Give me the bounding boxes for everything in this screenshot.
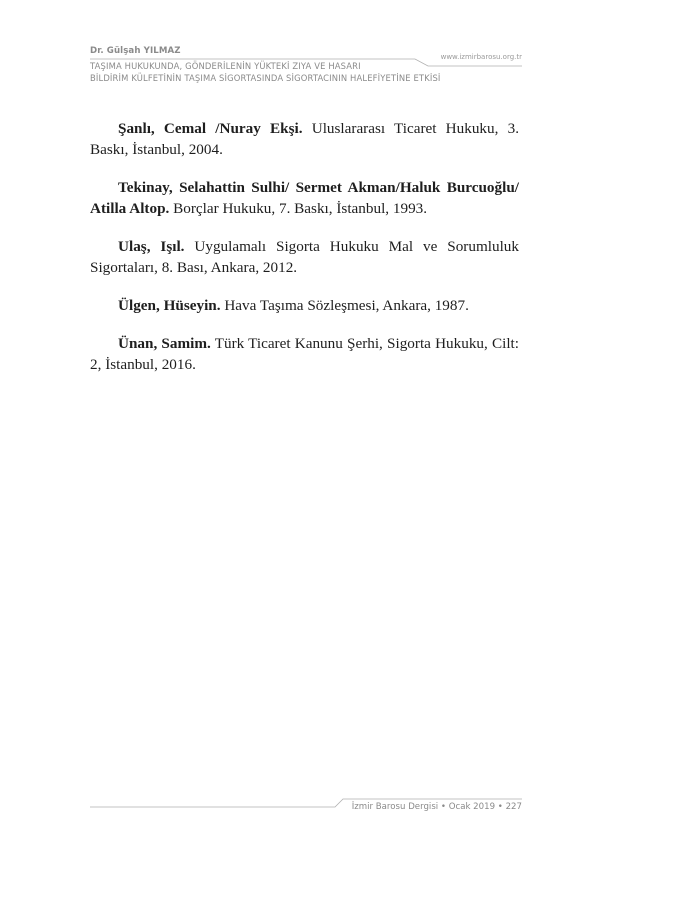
bibliography-entry <box>90 333 519 375</box>
bibliography-entry <box>90 177 519 219</box>
footer-journal-info <box>352 802 522 812</box>
entry-details: Hava Taşıma Sözleşmesi, Ankara, 1987. <box>220 297 469 314</box>
entry-details: Türk Ticaret Kanunu Şerhi, Sigorta Hukuku, Cilt: 2, İstanbul, 2016. <box>90 335 519 373</box>
bibliography-entry <box>90 236 519 278</box>
entry-details: Uygulamalı Sigorta Hukuku Mal ve Sorumluluk Sigortaları, 8. Bası, Ankara, 2012. <box>90 238 519 276</box>
footer-journal: İzmir Barosu Dergisi • Ocak 2019 • <box>351 802 503 812</box>
entry-authors: Ünan, Samim. <box>118 335 211 352</box>
running-footer <box>90 795 522 819</box>
entry-details: Borçlar Hukuku, 7. Baskı, İstanbul, 1993. <box>169 200 428 217</box>
entry-authors: Şanlı, Cemal /Nuray Ekşi. <box>118 120 303 137</box>
running-header <box>90 46 522 96</box>
bibliography-entry <box>90 295 519 316</box>
bibliography-entry <box>90 118 519 160</box>
entry-authors: Tekinay, Selahattin Sulhi/ Sermet Akman/Haluk Burcuoğlu/ Atilla Altop. <box>90 179 519 217</box>
page-number: 227 <box>505 802 522 812</box>
header-website: www.izmirbarosu.org.tr <box>440 53 522 61</box>
bibliography-list <box>90 118 519 392</box>
header-title-line-1: TAŞIMA HUKUKUNDA, GÖNDERİLENİN YÜKTEKİ ZIYA VE HASARI <box>90 61 361 71</box>
header-title-line-2: BİLDİRİM KÜLFETİNİN TAŞIMA SİGORTASINDA SİGORTACININ HALEFİYETİNE ETKİSİ <box>90 73 441 83</box>
entry-authors: Ülgen, Hüseyin. <box>118 297 221 314</box>
entry-details: Uluslararası Ticaret Hukuku, 3. Baskı, İstanbul, 2004. <box>90 120 519 158</box>
header-author: Dr. Gülşah YILMAZ <box>90 46 181 56</box>
entry-authors: Ulaş, Işıl. <box>118 238 185 255</box>
